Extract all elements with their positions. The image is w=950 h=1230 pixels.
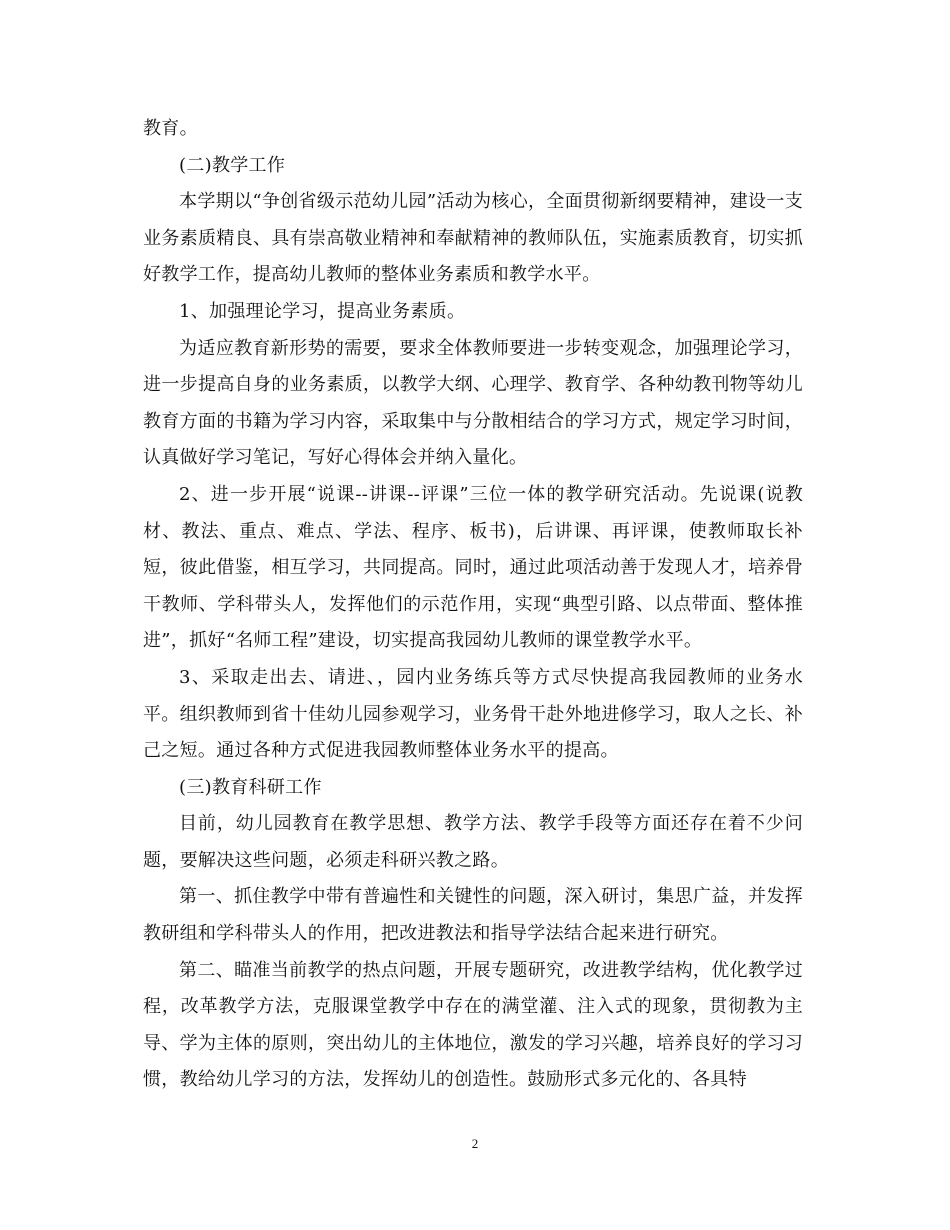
paragraph-research-intro: 目前，幼儿园教育在教学思想、教学方法、教学手段等方面还存在着不少问题，要解决这些问题，必须走科研兴教之路。 (143, 813, 803, 871)
paragraph-lesson-research: 2、进一步开展“说课--讲课--评课”三位一体的教学研究活动。先说课(说教材、教法、重点、难点、学法、程序、板书)，后讲课、再评课，使教师取长补短，彼此借鉴，相互学习，共同提高。同时，通过此项活动善于发现人才，培养骨干教师、学科带头人，发挥他们的示范作用，实现“典型引路、以点带面、整体推进”，抓好“名师工程”建设，切实提高我园幼儿教师的课堂教学水平。 (143, 483, 803, 652)
section-heading-research-work: (三)教育科研工作 (179, 776, 322, 798)
paragraph-continuation: 教育。 (143, 118, 198, 139)
paragraph-theory-study: 为适应教育新形势的需要，要求全体教师要进一步转变观念，加强理论学习，进一步提高自身的业务素质，以教学大纲、心理学、教育学、各种幼教刊物等幼儿教育方面的书籍为学习内容，采取集中与分散相结合的学习方式，规定学习时间，认真做好学习笔记，写好心得体会并纳入量化。 (143, 337, 803, 469)
paragraph-teaching-overview: 本学期以“争创省级示范幼儿园”活动为核心，全面贯彻新纲要精神，建设一支业务素质精良、具有崇高敬业精神和奉献精神的教师队伍，实施素质教育，切实抓好教学工作，提高幼儿教师的整体业务素质和教学水平。 (143, 191, 803, 286)
document-body (143, 111, 803, 1099)
paragraph-business-training: 3、采取走出去、请进、，园内业务练兵等方式尽快提高我园教师的业务水平。组织教师到省十佳幼儿园参观学习，业务骨干赴外地进修学习，取人之长、补己之短。通过各种方式促进我园教师整体业务水平的提高。 (143, 666, 803, 762)
section-heading-teaching-work: (二)教学工作 (179, 154, 286, 176)
paragraph-research-second: 第二、瞄准当前教学的热点问题，开展专题研究，改进教学结构，优化教学过程，改革教学方法，克服课堂教学中存在的满堂灌、注入式的现象，贯彻教为主导、学为主体的原则，突出幼儿的主体地位，激发的学习兴趣，培养良好的学习习惯，教给幼儿学习的方法，发挥幼儿的创造性。鼓励形式多元化的、各具特 (143, 959, 803, 1091)
item-heading-theory-study: 1、加强理论学习，提高业务素质。 (179, 300, 466, 322)
paragraph-research-first: 第一、抓住教学中带有普遍性和关键性的问题，深入研讨，集思广益，并发挥教研组和学科带头人的作用，把改进教法和指导学法结合起来进行研究。 (143, 886, 803, 945)
page-number: 2 (471, 1136, 479, 1151)
